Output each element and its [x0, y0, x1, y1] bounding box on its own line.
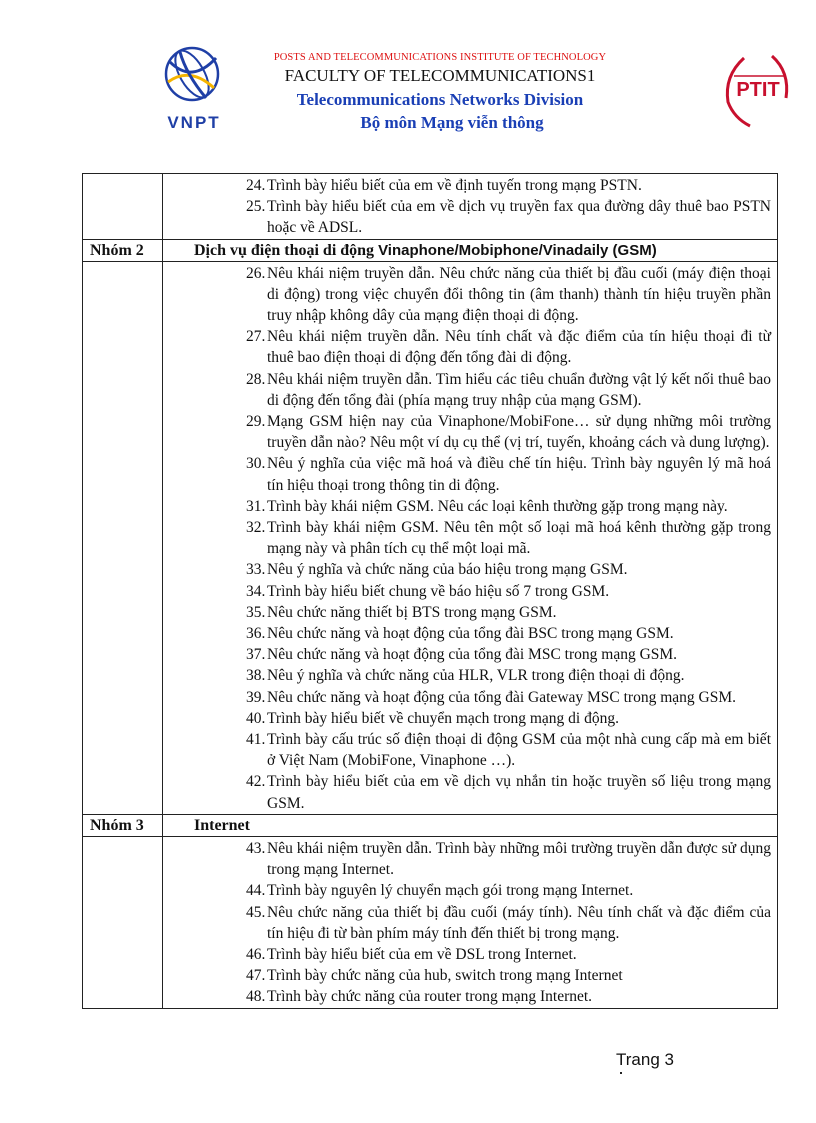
question-item [246, 902, 771, 944]
question-text: Trình bày hiểu biết chung về báo hiệu số 7 trong GSM. [267, 582, 610, 600]
question-text: Trình bày chức năng của router trong mạng Internet. [267, 988, 593, 1006]
question-number: 27. [246, 328, 266, 346]
question-number: 36. [246, 625, 266, 643]
faculty-name: FACULTY OF TELECOMMUNICATIONS1 [284, 66, 596, 85]
question-item [246, 623, 771, 644]
questions-cell [163, 174, 778, 240]
division-english: Telecommunications Networks Division [296, 90, 584, 109]
question-number: 38. [246, 667, 266, 685]
question-text: Nêu khái niệm truyền dẫn. Nêu chức năng của thiết bị đầu cuối (máy điện thoại di động) trong việc chuyển đổi thông tin (âm thanh) thành tín hiệu truyền phần truy nhập không dây của mạng điện thoại di động. [267, 264, 771, 325]
group-title-cell [163, 239, 778, 261]
ptit-logo [714, 46, 800, 132]
question-item [246, 965, 771, 986]
group-title-part: Dịch vụ điện thoại di động [194, 241, 379, 259]
question-number: 26. [246, 264, 266, 282]
question-text: Nêu ý nghĩa của việc mã hoá và điều chế tín hiệu. Trình bày nguyên lý mã hoá tín hiệu thoại trong thông tin di động. [267, 455, 771, 494]
group-label: Nhóm 3 [90, 816, 144, 834]
ptit-logo-text: PTIT [736, 79, 780, 101]
question-table [82, 173, 778, 1009]
table-row [83, 261, 778, 814]
table-row [83, 239, 778, 261]
group-title [163, 815, 777, 836]
question-item [246, 665, 771, 686]
group-cell [83, 836, 163, 1008]
question-number: 41. [246, 731, 266, 749]
question-text: Nêu chức năng và hoạt động của tổng đài MSC trong mạng GSM. [267, 646, 678, 664]
question-item [246, 496, 771, 517]
question-number: 39. [246, 688, 266, 706]
question-item [246, 687, 771, 708]
question-item [246, 559, 771, 580]
table-row [83, 174, 778, 240]
question-number: 30. [246, 455, 266, 473]
question-number: 47. [246, 967, 266, 985]
question-number: 28. [246, 370, 266, 388]
group-title [163, 240, 777, 261]
question-number: 25. [246, 198, 266, 216]
question-number: 35. [246, 603, 266, 621]
question-number: 34. [246, 582, 266, 600]
question-text: Trình bày hiểu biết về chuyển mạch trong mạng di động. [267, 709, 619, 727]
question-number: 45. [246, 903, 266, 921]
question-text: Nêu ý nghĩa và chức năng của HLR, VLR trong điện thoại di động. [267, 667, 685, 685]
question-item [246, 369, 771, 411]
footer-mark [620, 1072, 622, 1074]
table-row [83, 814, 778, 836]
question-text: Nêu ý nghĩa và chức năng của báo hiệu trong mạng GSM. [267, 561, 628, 579]
group-cell [83, 261, 163, 814]
question-text: Nêu chức năng và hoạt động của tổng đài Gateway MSC trong mạng GSM. [267, 688, 737, 706]
question-list [163, 174, 777, 239]
group-cell [83, 239, 163, 261]
vnpt-logo [150, 44, 240, 134]
question-number: 29. [246, 413, 266, 431]
question-item [246, 729, 771, 771]
question-number: 24. [246, 177, 266, 194]
question-list [163, 837, 777, 1008]
question-number: 43. [246, 839, 266, 857]
question-text: Trình bày hiểu biết của em về DSL trong Internet. [267, 945, 577, 963]
question-text: Trình bày hiểu biết của em về dịch vụ nhắn tin hoặc truyền số liệu trong mạng GSM. [267, 773, 771, 812]
question-item [246, 771, 771, 813]
question-number: 40. [246, 709, 266, 727]
division-vietnamese: Bộ môn Mạng viễn thông [360, 113, 544, 132]
question-item [246, 581, 771, 602]
question-text: Nêu chức năng và hoạt động của tổng đài BSC trong mạng GSM. [267, 625, 674, 643]
page-header [0, 0, 816, 150]
group-cell [83, 174, 163, 240]
institute-name: POSTS AND TELECOMMUNICATIONS INSTITUTE OF TECHNOLOGY [273, 52, 607, 63]
question-text: Trình bày nguyên lý chuyển mạch gói trong mạng Internet. [267, 882, 634, 900]
question-text: Nêu chức năng của thiết bị đầu cuối (máy tính). Nêu tính chất và đặc điểm của tín hiệu đi từ bàn phím máy tính đến thiết bị trong mạng. [267, 903, 771, 942]
question-item [246, 196, 771, 238]
question-text: Trình bày hiểu biết của em về dịch vụ truyền fax qua đường dây thuê bao PSTN hoặc về ADSL. [267, 198, 771, 237]
question-item [246, 175, 771, 196]
question-item [246, 411, 771, 453]
question-number: 44. [246, 882, 266, 900]
group-label: Nhóm 2 [90, 241, 144, 259]
questions-cell [163, 261, 778, 814]
question-number: 48. [246, 988, 266, 1006]
question-item [246, 263, 771, 327]
question-text: Nêu khái niệm truyền dẫn. Nêu tính chất và đặc điểm của tín hiệu thoại đi từ thuê bao điện thoại di động đến tổng đài di động. [267, 328, 771, 367]
question-text: Trình bày cấu trúc số điện thoại di động GSM của một nhà cung cấp mà em biết ở Việt Nam (MobiFone, Vinaphone …). [267, 731, 771, 770]
question-item [246, 517, 771, 559]
question-number: 31. [246, 497, 266, 515]
question-item [246, 453, 771, 495]
vnpt-logo-text: VNPT [167, 113, 221, 132]
question-number: 32. [246, 519, 266, 537]
question-item [246, 644, 771, 665]
question-number: 33. [246, 561, 266, 579]
question-text: Nêu khái niệm truyền dẫn. Tìm hiểu các tiêu chuẩn đường vật lý kết nối thuê bao di động đến tổng đài (phía mạng truy nhập của mạng GSM). [267, 370, 771, 409]
group-cell [83, 814, 163, 836]
question-text: Nêu chức năng thiết bị BTS trong mạng GSM. [267, 603, 557, 621]
question-item [246, 986, 771, 1007]
group-title-part: Vinaphone/Mobiphone/Vinadaily (GSM) [378, 241, 657, 259]
question-number: 37. [246, 646, 266, 664]
question-item [246, 602, 771, 623]
question-text: Trình bày hiểu biết của em về định tuyến trong mạng PSTN. [267, 177, 642, 194]
question-item [246, 880, 771, 901]
group-title-part: Internet [194, 816, 250, 834]
page-number: Trang 3 [616, 1050, 674, 1069]
questions-cell [163, 836, 778, 1008]
question-item [246, 326, 771, 368]
question-text: Trình bày chức năng của hub, switch trong mạng Internet [267, 967, 623, 985]
question-number: 42. [246, 773, 266, 791]
question-item [246, 944, 771, 965]
page-footer [616, 1050, 674, 1070]
group-title-cell [163, 814, 778, 836]
question-text: Mạng GSM hiện nay của Vinaphone/MobiFone… sử dụng những môi trường truyền dẫn nào? Nêu một ví dụ cụ thể (vị trí, tuyến, khoảng cách và dung lượng). [267, 413, 771, 452]
question-text: Trình bày khái niệm GSM. Nêu tên một số loại mã hoá kênh thường gặp trong mạng này và phân tích cụ thể một loại mã. [267, 519, 771, 558]
question-item [246, 838, 771, 880]
question-item [246, 708, 771, 729]
question-list [163, 262, 777, 814]
table-row [83, 836, 778, 1008]
question-text: Trình bày khái niệm GSM. Nêu các loại kênh thường gặp trong mạng này. [267, 497, 728, 515]
question-number: 46. [246, 945, 266, 963]
question-text: Nêu khái niệm truyền dẫn. Trình bày những môi trường truyền dẫn được sử dụng trong mạng Internet. [267, 839, 771, 879]
